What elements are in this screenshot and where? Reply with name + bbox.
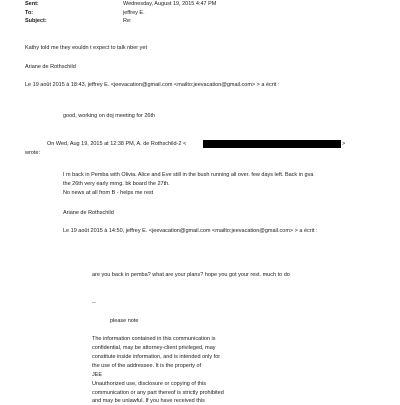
quote-header-line: On Wed, Aug 19, 2015 at 12:38 PM, A. de Rothschild-2 < [47,141,187,147]
body-line: the 26th very early mrng. bk board the 27th. [63,181,170,187]
body-line: I m back in Pemba with Olivia. Alice and Eve still in the bush running all over. few days left. Back in gva [63,172,314,178]
body-line: good, working on doj meeting for 26th [63,113,156,119]
disclaimer-line: the use of the addressee. It is the property of [92,363,202,369]
signature-line: Ariane de Rothschild [25,64,76,70]
body-line: Kathy told me they eouldn t expect to talk nber yet [25,45,147,51]
disclaimer-line: JEE [92,372,103,378]
quote-header-line-end: > [342,141,346,147]
header-sent-label: Sent: [25,1,39,7]
signature-line: Ariane de Rothschild [63,210,114,216]
disclaimer-line: Unauthorized use, disclosure or copying of this [92,381,207,387]
disclaimer-line: communication or any part thereof is strictly prohibited [92,390,224,396]
body-line: please note [110,318,139,324]
header-subject-row [25,18,132,26]
header-subject-label: Subject: [25,18,47,24]
quote-header-line: wrote: [25,150,40,156]
body-line: are you back in pemba? what are your plans? hope you got your rest. much to do [92,272,290,278]
body-line: No news at all from B - helps me rest [63,190,154,196]
quote-header-line: Le 19 août 2015 à 14:50, jeffrey E. <jeevacation@gmail.com <mailto:jeevacation@gmail.com> > a écrit : [63,228,318,234]
header-to-value: jeffrey E. [123,10,145,16]
header-to-label: To: [25,10,34,16]
disclaimer-line: constitute inside information, and is intended only for [92,354,221,360]
separator-line: -- [92,300,96,306]
disclaimer-line: The information contained in this communication is [92,336,216,342]
quote-header-line: Le 19 août 2015 à 18:43, jeffrey E. <jeevacation@gmail.com <mailto:jeevacation@gmail.com> > a écrit : [25,82,280,88]
header-to-row [25,10,145,18]
disclaimer-line: and may be unlawful. If you have received this [92,398,205,404]
header-subject-value: Re: [123,18,132,24]
redaction-box [203,140,341,148]
header-sent-row [25,1,216,9]
header-sent-value: Wednesday, August 19, 2015 4:47 PM [123,1,217,7]
disclaimer-line: confidential, may be attorney-client privileged, may [92,345,216,351]
